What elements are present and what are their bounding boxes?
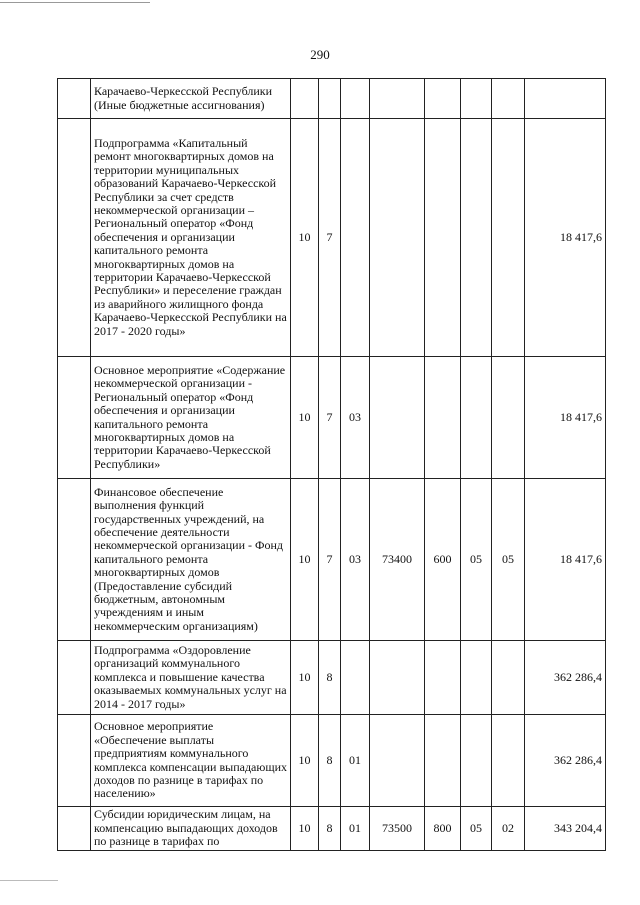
row-description: Подпрограмма «Капитальный ремонт многоквартирных домов на территории муниципальных образований Карачаево-Черкесской Республики за счет средств некоммерческой организации – Региональный оператор «Фонд обеспечения и организации капитального ремонта многоквартирных домов на территории Карачаево-Черкесской Республики» и переселение граждан из аварийного жилищного фонда Карачаево-Черкесской Республики на 2017 - 2020 годы» xyxy=(91,119,291,357)
code-cell xyxy=(461,715,492,807)
table-row xyxy=(58,715,606,807)
code-cell xyxy=(370,715,425,807)
row-number-cell xyxy=(58,119,91,357)
amount-cell: 18 417,6 xyxy=(525,357,606,479)
code-cell: 10 xyxy=(291,715,319,807)
code-cell: 01 xyxy=(341,715,370,807)
code-cell: 7 xyxy=(319,119,341,357)
budget-table xyxy=(57,78,606,851)
code-cell: 10 xyxy=(291,807,319,851)
code-cell: 73500 xyxy=(370,807,425,851)
code-cell xyxy=(341,641,370,715)
row-description: Основное мероприятие «Обеспечение выплаты предприятиям коммунального комплекса компенсации выпадающих доходов по разнице в тарифах по населению» xyxy=(91,715,291,807)
code-cell xyxy=(461,79,492,119)
amount-cell: 343 204,4 xyxy=(525,807,606,851)
code-cell: 02 xyxy=(492,807,525,851)
row-description: Карачаево-Черкесской Республики (Иные бюджетные ассигнования) xyxy=(91,79,291,119)
amount-cell xyxy=(525,79,606,119)
row-description: Основное мероприятие «Содержание некоммерческой организации - Региональный оператор «Фонд обеспечения и организации капитального ремонта многоквартирных домов на территории Карачаево-Черкесской Республики» xyxy=(91,357,291,479)
table-row xyxy=(58,79,606,119)
code-cell: 05 xyxy=(461,807,492,851)
code-cell: 73400 xyxy=(370,479,425,641)
code-cell: 03 xyxy=(341,479,370,641)
code-cell: 8 xyxy=(319,641,341,715)
amount-cell: 362 286,4 xyxy=(525,715,606,807)
code-cell: 05 xyxy=(492,479,525,641)
code-cell xyxy=(492,641,525,715)
code-cell: 01 xyxy=(341,807,370,851)
code-cell xyxy=(370,357,425,479)
code-cell xyxy=(319,79,341,119)
code-cell: 600 xyxy=(425,479,461,641)
code-cell xyxy=(425,119,461,357)
code-cell: 7 xyxy=(319,357,341,479)
code-cell: 03 xyxy=(341,357,370,479)
amount-cell: 18 417,6 xyxy=(525,479,606,641)
code-cell xyxy=(461,119,492,357)
code-cell xyxy=(425,641,461,715)
code-cell xyxy=(425,715,461,807)
code-cell: 10 xyxy=(291,357,319,479)
row-number-cell xyxy=(58,715,91,807)
code-cell xyxy=(370,79,425,119)
code-cell xyxy=(341,119,370,357)
code-cell: 10 xyxy=(291,119,319,357)
table-row xyxy=(58,479,606,641)
table-row xyxy=(58,807,606,851)
code-cell xyxy=(370,641,425,715)
code-cell: 8 xyxy=(319,715,341,807)
row-number-cell xyxy=(58,479,91,641)
code-cell xyxy=(461,641,492,715)
code-cell xyxy=(492,357,525,479)
code-cell xyxy=(341,79,370,119)
code-cell xyxy=(425,357,461,479)
row-description: Подпрограмма «Оздоровление организаций коммунального комплекса и повышение качества оказываемых коммунальных услуг на 2014 - 2017 годы» xyxy=(91,641,291,715)
table-row xyxy=(58,357,606,479)
scan-artifact-line xyxy=(0,880,58,881)
page-number: 290 xyxy=(310,47,330,62)
amount-cell: 18 417,6 xyxy=(525,119,606,357)
code-cell: 7 xyxy=(319,479,341,641)
code-cell xyxy=(492,79,525,119)
code-cell xyxy=(370,119,425,357)
table-row xyxy=(58,641,606,715)
code-cell xyxy=(492,715,525,807)
code-cell: 800 xyxy=(425,807,461,851)
code-cell: 8 xyxy=(319,807,341,851)
code-cell xyxy=(425,79,461,119)
code-cell xyxy=(492,119,525,357)
amount-cell: 362 286,4 xyxy=(525,641,606,715)
row-number-cell xyxy=(58,807,91,851)
row-description: Субсидии юридическим лицам, на компенсацию выпадающих доходов по разнице в тарифах по xyxy=(91,807,291,851)
row-number-cell xyxy=(58,79,91,119)
code-cell: 10 xyxy=(291,641,319,715)
code-cell xyxy=(461,357,492,479)
row-number-cell xyxy=(58,641,91,715)
code-cell: 10 xyxy=(291,479,319,641)
scan-artifact-line xyxy=(0,2,150,3)
row-number-cell xyxy=(58,357,91,479)
row-description: Финансовое обеспечение выполнения функций государственных учреждений, на обеспечение деятельности некоммерческой организации - Фонд капитального ремонта многоквартирных домов (Предоставление субсидий бюджетным, автономным учреждениям и иным некоммерческим организациям) xyxy=(91,479,291,641)
code-cell xyxy=(291,79,319,119)
table-row xyxy=(58,119,606,357)
code-cell: 05 xyxy=(461,479,492,641)
